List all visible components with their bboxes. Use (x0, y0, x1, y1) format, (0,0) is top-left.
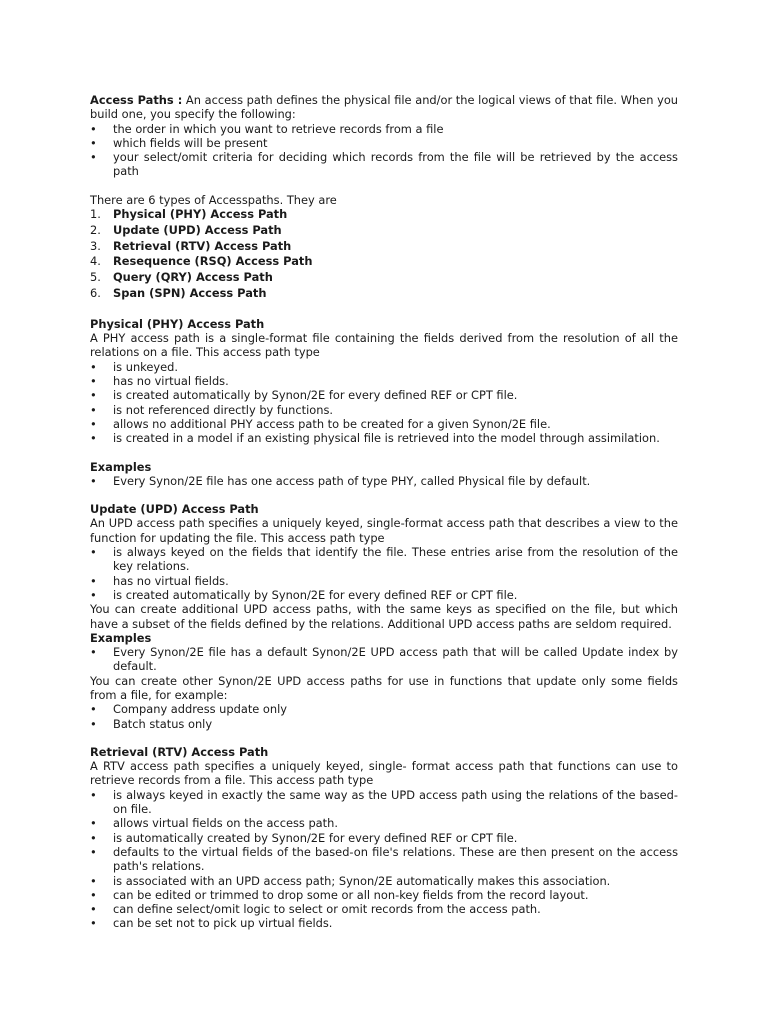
bullet-icon: • (90, 816, 97, 831)
upd-examples-list-2 (90, 702, 678, 731)
list-item: • is not referenced directly by functions. (90, 402, 334, 417)
bullet-icon: • (90, 702, 97, 717)
bullet-icon: • (90, 830, 97, 845)
bullet-icon: • (90, 645, 97, 660)
intro-text: An access path defines the physical file and/or the logical views of that file. When you build one, you specify the following: (90, 93, 679, 122)
upd-paragraph-3: You can create other Synon/2E UPD access paths for use in functions that update only some fields from a file, for example: (90, 673, 678, 702)
upd-examples-heading: Examples (90, 630, 152, 645)
list-item: • your select/omit criteria for deciding which records from the file will be retrieved by the access path (90, 150, 678, 179)
list-item: • is always keyed on the fields that identify the file. These entries arise from the resolution of the key relations. (90, 545, 678, 574)
upd-paragraph-2: You can create additional UPD access paths, with the same keys as specified on the file, but which have a subset of the fields defined by the relations. Additional UPD access paths are seldom required. (90, 602, 678, 631)
intro-paragraph (90, 93, 678, 122)
upd-heading: Update (UPD) Access Path (90, 502, 259, 517)
bullet-icon: • (90, 873, 97, 888)
types-intro: There are 6 types of Accesspaths. They are (90, 192, 337, 207)
list-item: • defaults to the virtual fields of the based-on file's relations. These are then present on the access path's relations. (90, 844, 678, 874)
phy-bullet-list (90, 360, 678, 446)
list-item: 6. Span (SPN) Access Path (90, 286, 267, 301)
bullet-icon: • (90, 135, 97, 150)
list-item: • can define select/omit logic to select or omit records from the access path. (90, 902, 541, 917)
list-item: • can be set not to pick up virtual fields. (90, 916, 333, 931)
bullet-icon: • (90, 121, 97, 136)
list-item: • is automatically created by Synon/2E for every defined REF or CPT file. (90, 830, 518, 845)
list-item: • Company address update only (90, 702, 288, 717)
bullet-icon: • (90, 402, 97, 417)
bullet-icon: • (90, 431, 97, 446)
bullet-icon: • (90, 787, 97, 802)
bullet-icon: • (90, 416, 97, 431)
phy-examples-heading: Examples (90, 459, 152, 474)
list-item: 1. Physical (PHY) Access Path (90, 207, 288, 222)
list-item: • is associated with an UPD access path; Synon/2E automatically makes this association. (90, 873, 611, 888)
bullet-icon: • (90, 887, 97, 902)
list-item: • allows virtual fields on the access path. (90, 816, 338, 831)
phy-paragraph: A PHY access path is a single-format file containing the fields derived from the resolution of all the relations on a file. This access path type (90, 331, 678, 360)
document-page (90, 93, 678, 931)
rtv-heading: Retrieval (RTV) Access Path (90, 744, 269, 759)
bullet-icon: • (90, 150, 97, 165)
list-item: 2. Update (UPD) Access Path (90, 222, 282, 237)
list-item: • can be edited or trimmed to drop some or all non-key fields from the record layout. (90, 887, 589, 902)
bullet-icon: • (90, 473, 97, 488)
phy-heading: Physical (PHY) Access Path (90, 316, 265, 331)
list-item: • has no virtual fields. (90, 374, 229, 389)
list-item: • which fields will be present (90, 135, 268, 150)
bullet-icon: • (90, 844, 97, 859)
bullet-icon: • (90, 902, 97, 917)
bullet-icon: • (90, 716, 97, 731)
list-item: • has no virtual fields. (90, 573, 229, 588)
list-item: • is always keyed in exactly the same way as the UPD access path using the relations of the based-on file. (90, 787, 678, 817)
list-item: 5. Query (QRY) Access Path (90, 270, 273, 285)
bullet-icon: • (90, 359, 97, 374)
list-item: • Batch status only (90, 716, 213, 731)
list-item: 3. Retrieval (RTV) Access Path (90, 238, 292, 253)
bullet-icon: • (90, 374, 97, 389)
upd-examples-list (90, 645, 678, 674)
bullet-icon: • (90, 545, 97, 560)
bullet-icon: • (90, 916, 97, 931)
intro-bullet-list (90, 122, 678, 179)
intro-label: Access Paths : (90, 93, 183, 107)
list-item: 4. Resequence (RSQ) Access Path (90, 254, 313, 269)
rtv-paragraph: A RTV access path specifies a uniquely keyed, single- format access path that functions can use to retrieve records from a file. This access path type (90, 759, 678, 788)
bullet-icon: • (90, 573, 97, 588)
phy-examples-list (90, 474, 678, 488)
list-item: • is unkeyed. (90, 359, 178, 374)
list-item: • is created automatically by Synon/2E for every defined REF or CPT file. (90, 587, 518, 602)
types-numbered-list (90, 207, 678, 302)
list-item: • the order in which you want to retrieve records from a file (90, 121, 444, 136)
rtv-bullet-list (90, 788, 678, 931)
bullet-icon: • (90, 587, 97, 602)
list-item: • is created automatically by Synon/2E for every defined REF or CPT file. (90, 388, 518, 403)
list-item: • allows no additional PHY access path to be created for a given Synon/2E file. (90, 416, 551, 431)
list-item: • is created in a model if an existing physical file is retrieved into the model through assimilation. (90, 431, 660, 446)
upd-bullet-list (90, 545, 678, 602)
bullet-icon: • (90, 388, 97, 403)
list-item: • Every Synon/2E file has one access path of type PHY, called Physical file by default. (90, 473, 591, 488)
list-item: • Every Synon/2E file has a default Synon/2E UPD access path that will be called Update index by default. (90, 645, 678, 674)
upd-paragraph: An UPD access path specifies a uniquely keyed, single-format access path that describes a view to the function for updating the file. This access path type (90, 516, 678, 545)
